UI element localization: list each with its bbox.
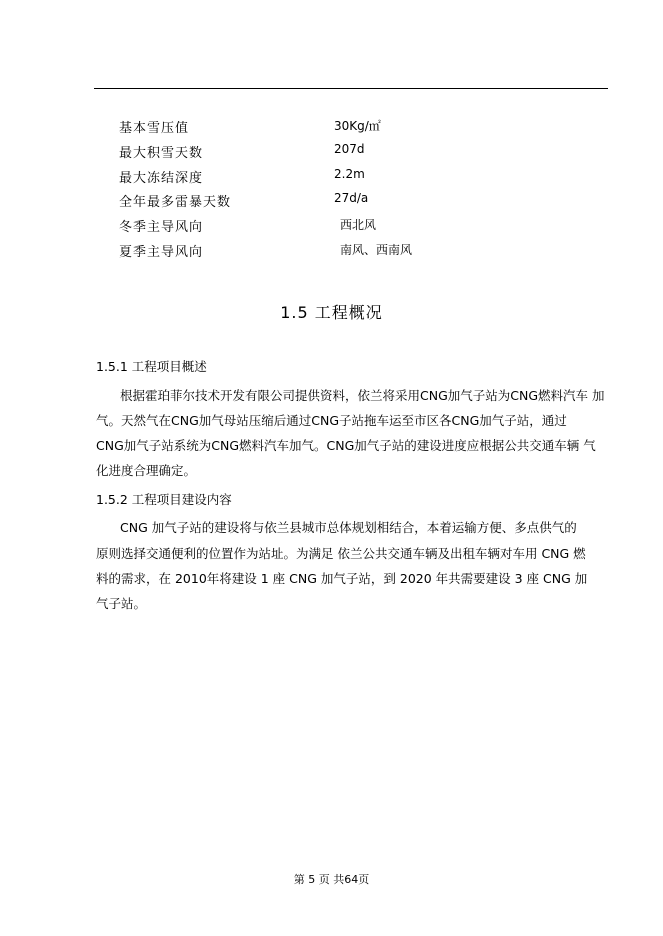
climate-label: 冬季主导风向: [119, 220, 204, 235]
section-title: 1.5 工程概况: [280, 303, 383, 322]
climate-label: 最大积雪天数: [119, 146, 204, 161]
subsection-title-construction: 1.5.2 工程项目建设内容: [96, 492, 232, 507]
climate-label: 夏季主导风向: [119, 245, 204, 260]
page-footer: 第 5 页 共64页: [293, 873, 370, 886]
climate-row-winter-wind: [0, 216, 663, 236]
climate-row-thunderstorm-days: [0, 191, 663, 211]
paragraph-line: 气。天然气在CNG加气母站压缩后通过CNG子站拖车运至市区各CNG加气子站，通过: [96, 413, 567, 428]
climate-label: 全年最多雷暴天数: [119, 195, 232, 210]
climate-label: 基本雪压值: [119, 121, 190, 136]
header-rule: [94, 88, 608, 89]
paragraph-line: 根据霍珀菲尔技术开发有限公司提供资料，依兰将采用CNG加气子站为CNG燃料汽车 加: [120, 388, 605, 403]
paragraph-line: 原则选择交通便利的位置作为站址。为满足 依兰公共交通车辆及出租车辆对车用 CNG 燃: [96, 546, 586, 561]
paragraph-line: 料的需求，在 2010年将建设 1 座 CNG 加气子站，到 2020 年共需要建设 3 座 CNG 加: [96, 571, 588, 586]
climate-row-snow-days: [0, 142, 663, 162]
subsection-title-overview: 1.5.1 工程项目概述: [96, 359, 207, 374]
paragraph-line: CNG加气子站系统为CNG燃料汽车加气。CNG加气子站的建设进度应根据公共交通车辆 气: [96, 438, 596, 453]
climate-value: 207d: [334, 142, 365, 156]
climate-value: 2.2m: [334, 167, 365, 181]
climate-value: 西北风: [340, 218, 377, 232]
climate-value: 南风、西南风: [340, 243, 413, 257]
climate-row-summer-wind: [0, 241, 663, 261]
paragraph-line: 化进度合理确定。: [96, 463, 197, 478]
paragraph-line: CNG 加气子站的建设将与依兰县城市总体规划相结合，本着运输方便、多点供气的: [120, 520, 577, 535]
climate-value: 30Kg/㎡: [334, 119, 381, 133]
paragraph-line: 气子站。: [96, 596, 147, 611]
climate-row-snow-pressure: [0, 117, 663, 137]
climate-row-frost-depth: [0, 167, 663, 187]
climate-value: 27d/a: [334, 191, 369, 205]
climate-label: 最大冻结深度: [119, 171, 204, 186]
